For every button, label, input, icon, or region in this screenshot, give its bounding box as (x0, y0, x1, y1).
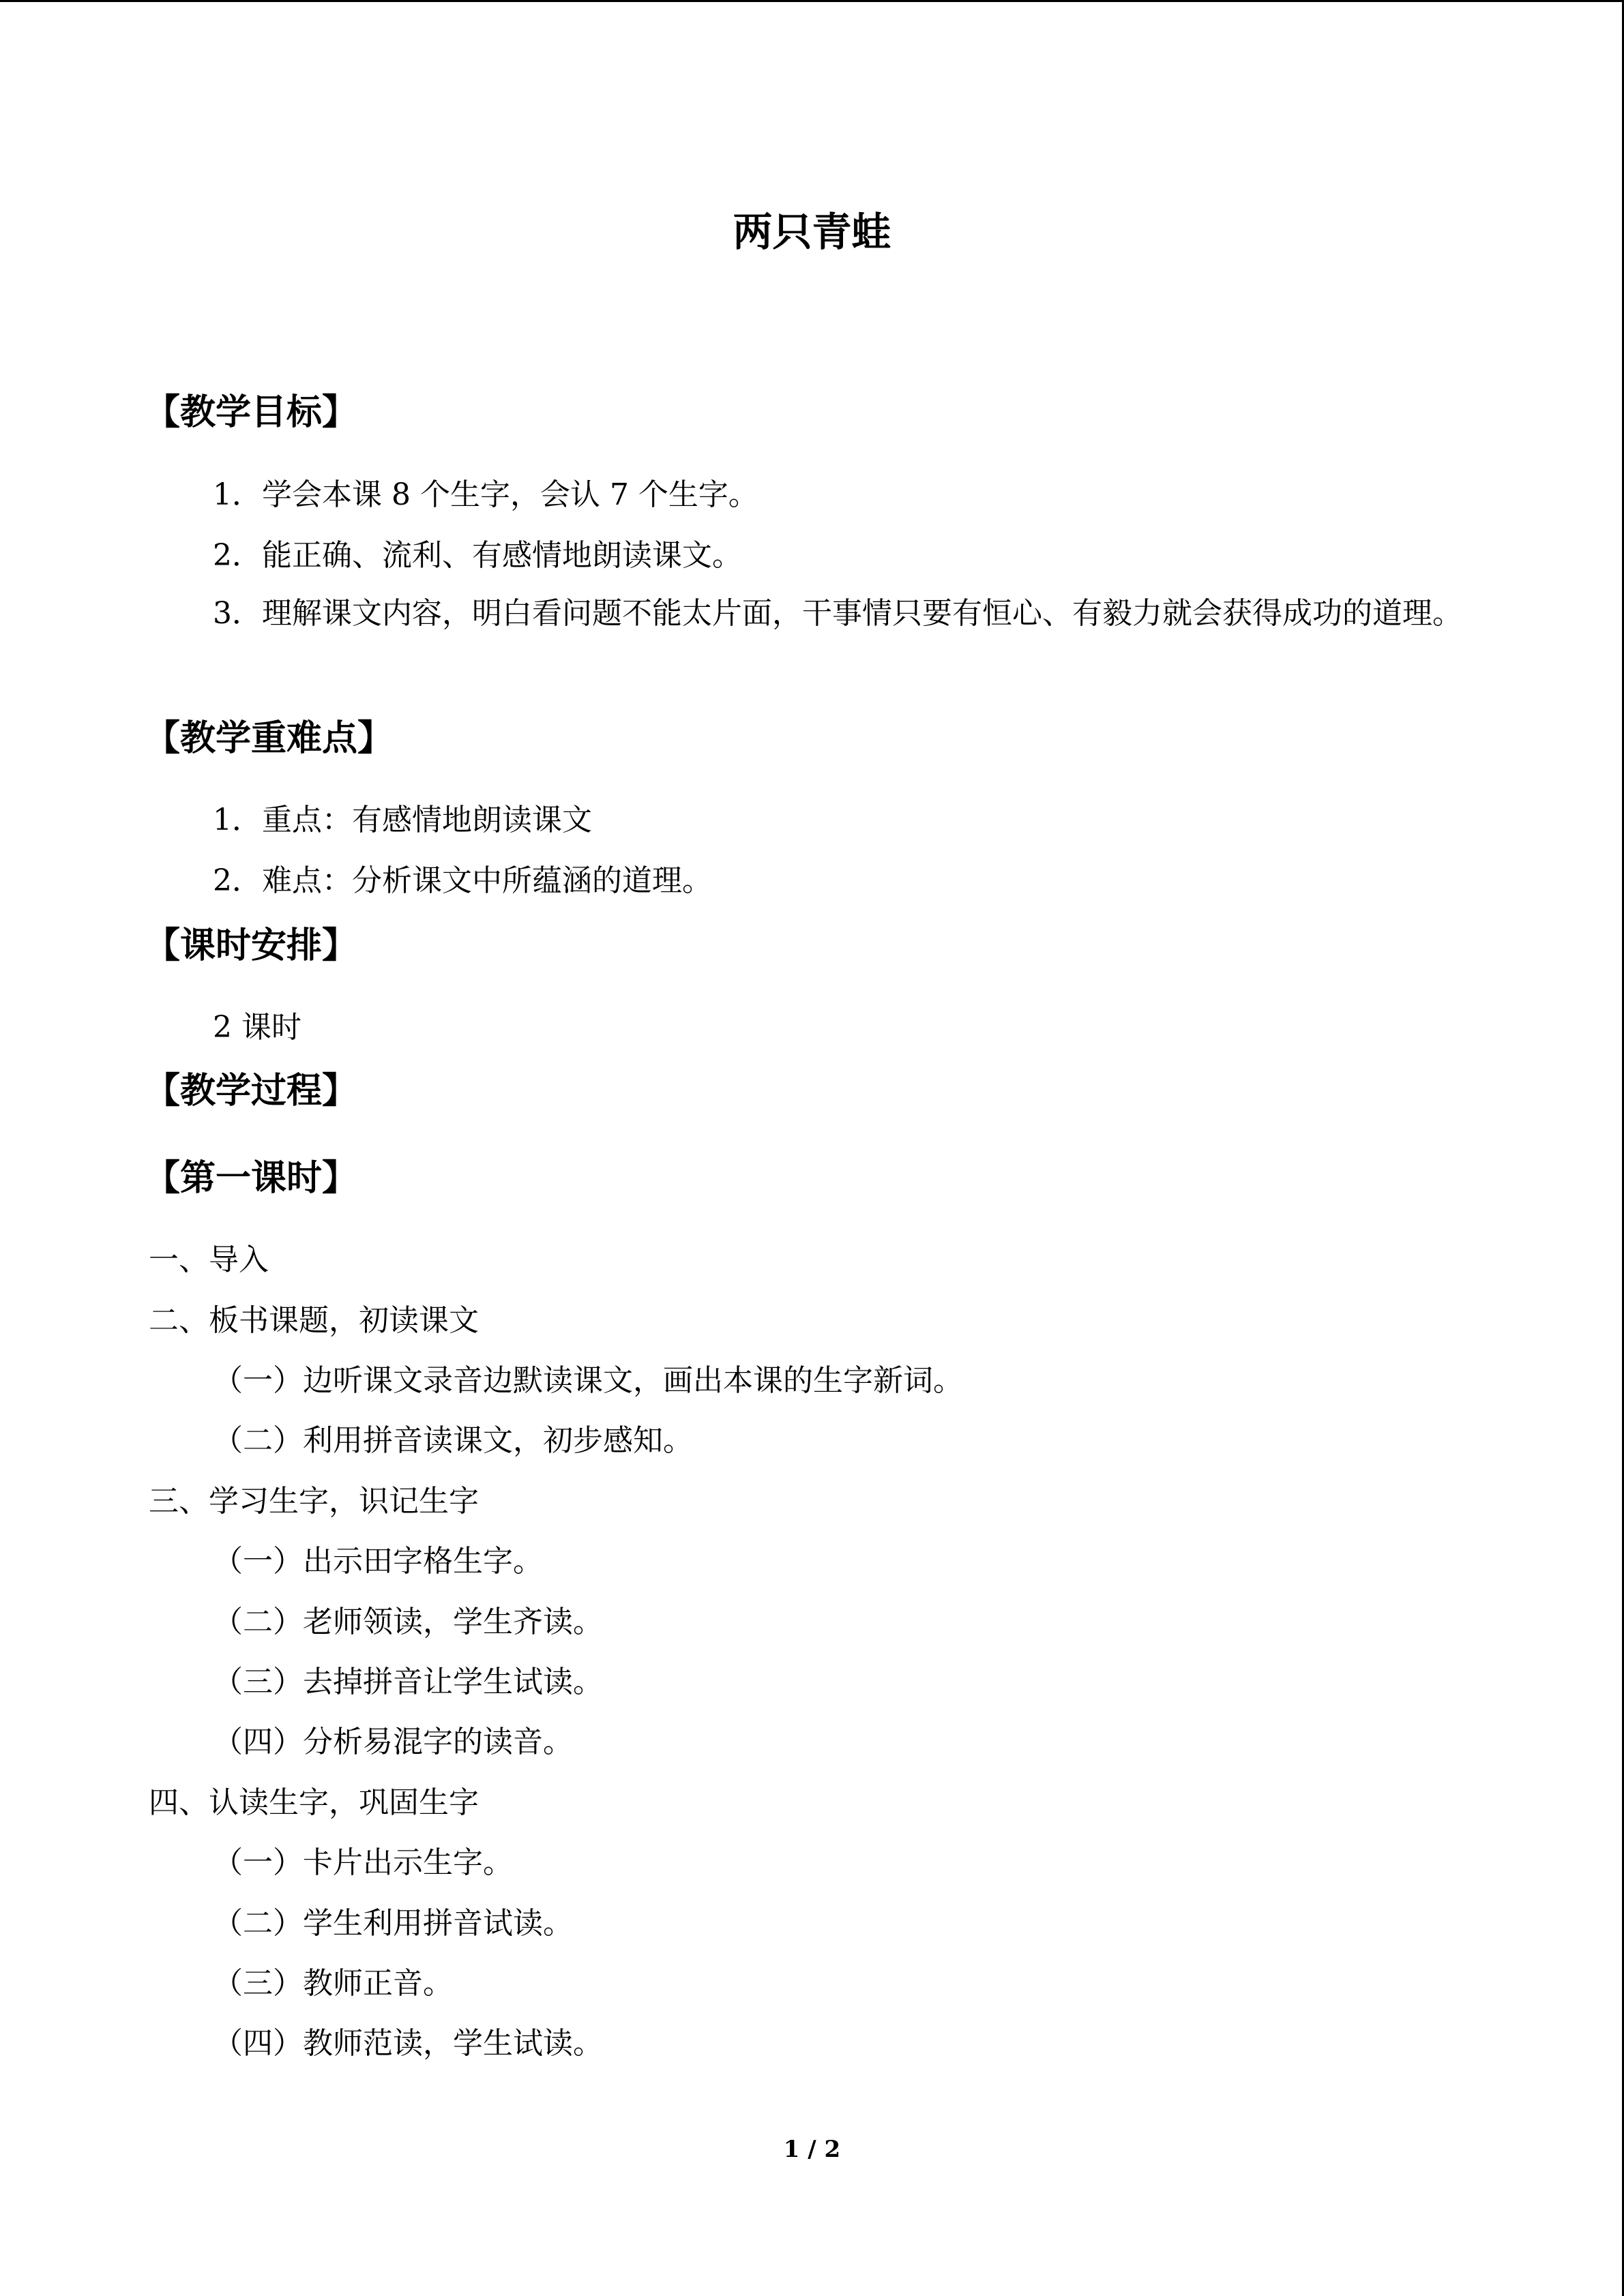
key-point-item-1: 1．重点：有感情地朗读课文 (213, 803, 592, 837)
step-2-sub-2: （二）利用拼音读课文，初步感知。 (213, 1423, 693, 1458)
step-2-label: 二、板书课题，初读课文 (149, 1303, 479, 1338)
step-4-sub-2: （二）学生利用拼音试读。 (213, 1906, 573, 1941)
step-4-sub-1: （一）卡片出示生字。 (213, 1845, 513, 1880)
objectives-heading: 【教学目标】 (145, 392, 358, 433)
step-1-label: 一、导入 (149, 1242, 269, 1277)
step-4-label: 四、认读生字，巩固生字 (149, 1785, 479, 1820)
document-title: 两只青蛙 (733, 209, 891, 255)
page-number: 1 / 2 (783, 2136, 841, 2163)
step-3-sub-2: （二）老师领读，学生齐读。 (213, 1605, 603, 1639)
step-3-label: 三、学习生字，识记生字 (149, 1484, 479, 1519)
process-heading: 【教学过程】 (145, 1071, 358, 1112)
objective-item-3: 3．理解课文内容，明白看问题不能太片面，干事情只要有恒心、有毅力就会获得成功的道理。 (213, 596, 1462, 631)
key-points-heading: 【教学重难点】 (145, 718, 394, 759)
step-4-sub-3: （三）教师正音。 (213, 1966, 453, 2001)
key-point-item-2: 2．难点：分析课文中所蕴涵的道理。 (213, 863, 712, 898)
step-4-sub-4: （四）教师范读，学生试读。 (213, 2026, 603, 2061)
step-3-sub-3: （三）去掉拼音让学生试读。 (213, 1665, 603, 1699)
step-3-sub-1: （一）出示田字格生字。 (213, 1544, 543, 1579)
step-2-sub-1: （一）边听课文录音边默读课文，画出本课的生字新词。 (213, 1363, 963, 1398)
page-border-top (0, 0, 1624, 2)
schedule-heading: 【课时安排】 (145, 925, 358, 966)
objective-item-2: 2．能正确、流利、有感情地朗读课文。 (213, 538, 742, 573)
first-lesson-heading: 【第一课时】 (145, 1158, 358, 1199)
step-3-sub-4: （四）分析易混字的读音。 (213, 1725, 573, 1759)
objective-item-1: 1．学会本课 8 个生字，会认 7 个生字。 (213, 477, 758, 512)
schedule-text: 2 课时 (213, 1010, 301, 1045)
